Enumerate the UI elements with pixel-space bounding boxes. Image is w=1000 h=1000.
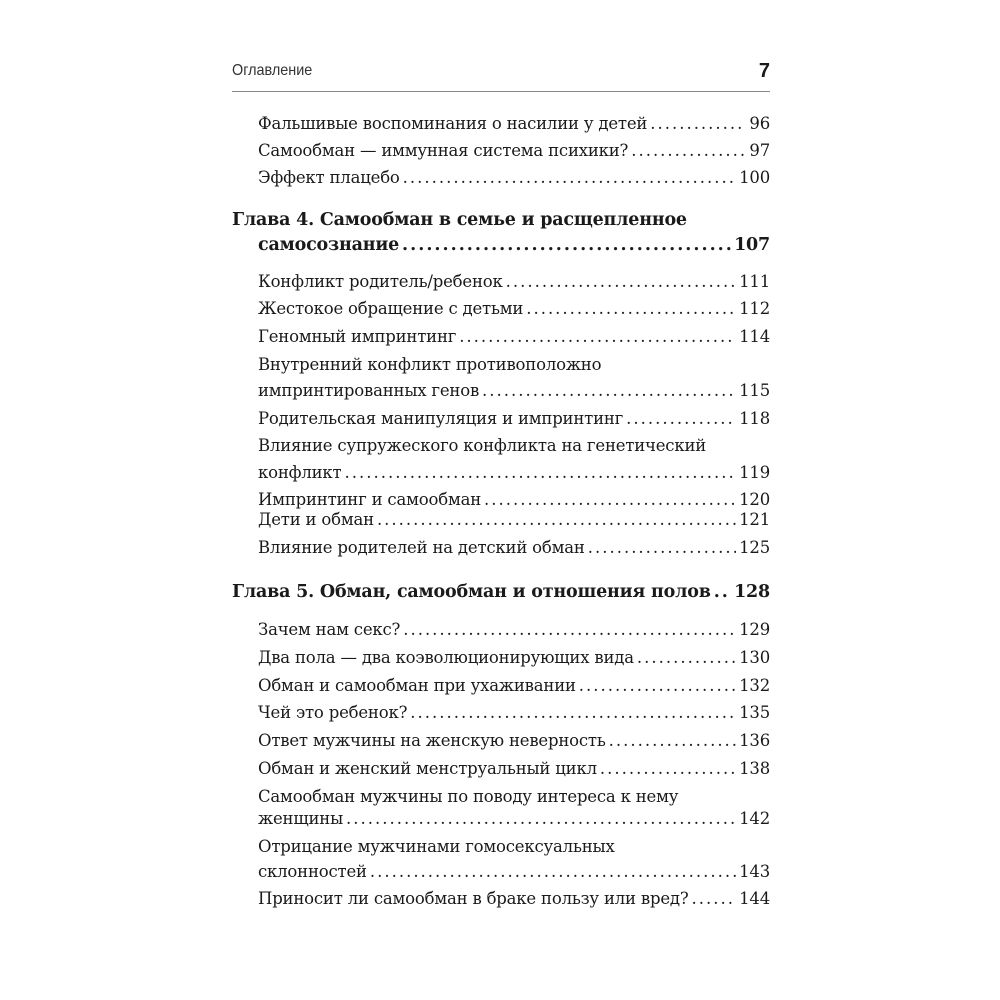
dot-leader	[344, 461, 736, 485]
dot-leader	[403, 618, 736, 642]
dot-leader	[370, 860, 736, 884]
dot-leader	[588, 536, 736, 560]
toc-entry-line	[258, 407, 770, 431]
toc-entry-line	[258, 379, 770, 403]
toc-entry-title: Дети и обман	[258, 510, 374, 529]
toc-entry-title: Приносит ли самообман в браке пользу или вред?	[258, 889, 689, 908]
toc-entry-title: Влияние родителей на детский обман	[258, 538, 585, 557]
toc-entry-title: Конфликт родитель/ребенок	[258, 272, 503, 291]
toc-page-number: 144	[739, 889, 770, 908]
toc-page-number: 143	[739, 862, 770, 881]
toc-page-number: 111	[739, 272, 770, 291]
toc-page-number: 114	[739, 327, 770, 346]
toc-page-number: 112	[739, 299, 770, 318]
toc-entry-line	[258, 887, 770, 911]
toc-entry-title: Зачем нам секс?	[258, 620, 401, 639]
toc-entry-line	[258, 434, 770, 458]
toc-page-number: 97	[749, 141, 770, 160]
dot-leader	[402, 233, 731, 257]
toc-entry-title: Обман и женский менструальный цикл	[258, 759, 597, 778]
toc-entry-title: Глава 5. Обман, самообман и отношения полов	[232, 582, 711, 602]
dot-leader	[637, 646, 736, 670]
toc-page-number: 119	[739, 463, 770, 482]
dot-leader	[377, 508, 736, 532]
dot-leader	[346, 807, 736, 831]
running-header-title: Оглавление	[232, 62, 313, 79]
toc-entry-title: Фальшивые воспоминания о насилии у детей	[258, 114, 648, 133]
toc-entry-title: Два пола — два коэволюционирующих вида	[258, 648, 634, 667]
toc-entry-line	[258, 508, 770, 532]
toc-page-number: 130	[739, 648, 770, 667]
toc-entry-line	[258, 536, 770, 560]
dot-leader	[403, 166, 736, 190]
toc-entry-title: склонностей	[258, 862, 367, 881]
toc-page-number: 142	[739, 809, 770, 828]
toc-entry-title: Самообман мужчины по поводу интереса к нему	[258, 787, 679, 806]
dot-leader	[526, 297, 736, 321]
toc-page-number: 121	[739, 510, 770, 529]
dot-leader	[579, 674, 736, 698]
dot-leader	[459, 325, 736, 349]
toc-page-number: 135	[739, 703, 770, 722]
dot-leader	[692, 887, 737, 911]
toc-entry-line	[258, 674, 770, 698]
toc-entry-title: самосознание	[258, 235, 400, 255]
toc-chapter-line	[232, 580, 770, 604]
toc-page-number: 132	[739, 676, 770, 695]
toc-entry-title: Отрицание мужчинами гомосексуальных	[258, 837, 615, 856]
toc-entry-title: импринтированных генов	[258, 381, 480, 400]
toc-entry-line	[258, 325, 770, 349]
toc-entry-title: Импринтинг и самообман	[258, 490, 482, 509]
toc-page-number: 107	[734, 235, 770, 255]
toc-entry-title: женщины	[258, 809, 344, 828]
toc-entry-title: Чей это ребенок?	[258, 703, 408, 722]
dot-leader	[506, 270, 736, 294]
dot-leader	[600, 757, 736, 781]
toc-entry-line	[258, 112, 770, 136]
toc-entry-line	[258, 618, 770, 642]
toc-entry-line	[258, 757, 770, 781]
toc-page-number: 100	[739, 168, 770, 187]
toc-page-number: 128	[734, 582, 770, 602]
toc-entry-line	[258, 166, 770, 190]
toc-entry-line	[258, 835, 770, 859]
toc-entry-line	[258, 729, 770, 753]
dot-leader	[631, 139, 746, 163]
toc-entry-line	[258, 270, 770, 294]
toc-entry-title: Эффект плацебо	[258, 168, 400, 187]
dot-leader	[626, 407, 736, 431]
toc-chapter-line	[258, 233, 770, 257]
toc-entry-line	[258, 701, 770, 725]
toc-entry-line	[258, 807, 770, 831]
toc-page-number: 129	[739, 620, 770, 639]
toc-entry-line	[258, 139, 770, 163]
toc-entry-line	[258, 646, 770, 670]
toc-page-number: 115	[739, 381, 770, 400]
toc-entry-title: Жестокое обращение с детьми	[258, 299, 524, 318]
toc-chapter-line	[232, 208, 770, 232]
dot-leader	[650, 112, 746, 136]
dot-leader	[609, 729, 736, 753]
toc-page-number: 120	[739, 490, 770, 509]
toc-entry-title: Ответ мужчины на женскую неверность	[258, 731, 606, 750]
page-number: 7	[758, 60, 770, 82]
toc-entry-line	[258, 353, 770, 377]
toc-entry-line	[258, 860, 770, 884]
toc-page-number: 96	[749, 114, 770, 133]
dot-leader	[410, 701, 736, 725]
toc-page-number: 138	[739, 759, 770, 778]
toc-page-number: 125	[739, 538, 770, 557]
header-rule	[232, 91, 770, 92]
dot-leader	[482, 379, 736, 403]
toc-entry-line	[258, 785, 770, 809]
toc-entry-line	[258, 297, 770, 321]
toc-entry-title: конфликт	[258, 463, 342, 482]
toc-entry-title: Родительская манипуляция и импринтинг	[258, 409, 624, 428]
toc-entry-title: Глава 4. Самообман в семье и расщепленное	[232, 210, 687, 230]
toc-entry-title: Обман и самообман при ухаживании	[258, 676, 576, 695]
toc-entry-line	[258, 461, 770, 485]
toc-entry-title: Внутренний конфликт противоположно	[258, 355, 602, 374]
toc-page-number: 118	[739, 409, 770, 428]
toc-entry-title: Геномный импринтинг	[258, 327, 457, 346]
toc-entry-title: Самообман — иммунная система психики?	[258, 141, 629, 160]
dot-leader	[714, 580, 731, 604]
toc-page-number: 136	[739, 731, 770, 750]
toc-entry-title: Влияние супружеского конфликта на генетический	[258, 436, 707, 455]
